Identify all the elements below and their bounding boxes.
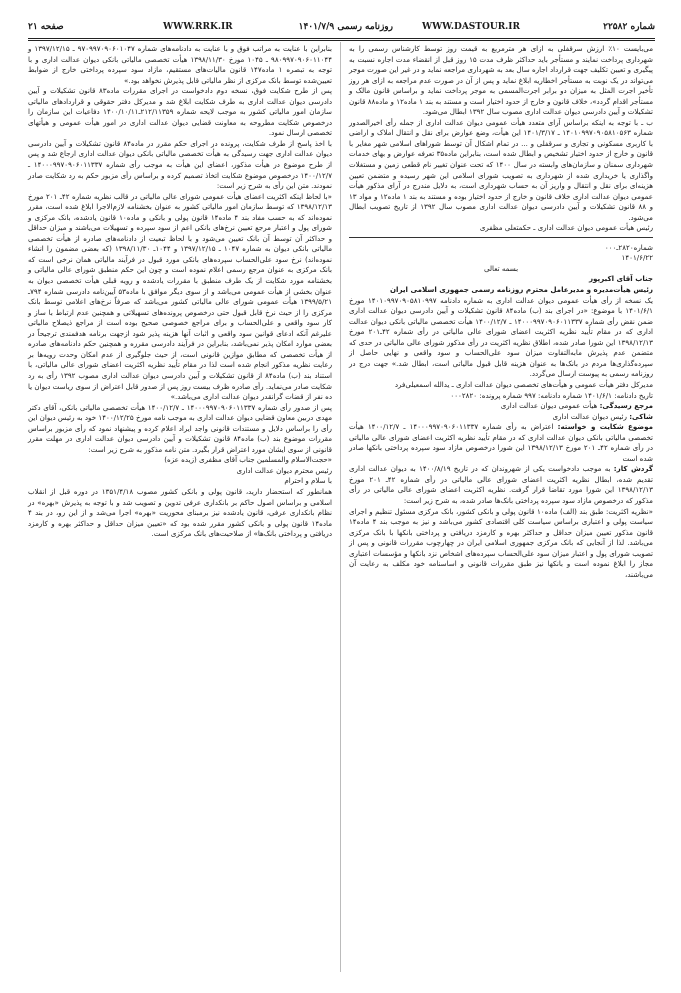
right-column: [349, 44, 653, 580]
letter-body: یک نسخه از رأی هیأت عمومی دیوان عدالت اداری به شماره دادنامه ۱۴۰۱۰۹۹۷۰۹۰۵۸۱۰۹۹۷ مورخ ۱۴۰۱/۶/۱ با موضوع: «در اجرای بند (ب) ماده۸۴ قانون تشکیلات و آیین دادرسی دیوان عدالت اداری ضمن نقض رأی شماره ۱۴۰۰۰۹۹۷۰۹۰۶۰۱۱۳۳۷ ـ ۱۴۰۰/۱۲/۷ هیأت تخصصی مالیاتی بانکی دیوان عدالت اداری که در مقام تأیید نظریه اکثریت اعضای شورای عالی مالیاتی در رأی شماره ۴۲ـ۲۰۱ مورخ ۱۳۹۸/۱۲/۱۳ این شورا صادر شده، اطلاق نظریه اکثریت در رأی مذکور شورای عالی مالیاتی در حدی که متضمن عدم پذیرش مابه‌التفاوت میزان سود علی‌الحساب و سود واقعی و نهایی حاصل از سپرده‌گذاری‌ها مردم در بانک‌ها به عنوان هزینه قابل قبول مالیاتی است، ابطال شد.» جهت درج در روزنامه رسمی به پیوست ارسال می‌گردد.: [349, 295, 653, 379]
letter-date: ۱۴۰۱/۶/۲۲: [621, 253, 653, 263]
addressee-title: رئیس هیأت‌مدیره و مدیرعامل محترم روزنامه رسمی جمهوری اسلامی ایران: [389, 285, 653, 295]
letter-recipient: رئیس محترم دیوان عدالت اداری: [236, 465, 332, 475]
subject-label: موضوع شکایت و خواسته:: [557, 422, 653, 432]
subject-value: اعتراض به رأی شماره ۱۴۰۰۰۹۹۷۰۹۰۶۰۱۱۳۳۷ ـ ۱۴۰۰/۱۲/۷ هیأت تخصصی مالیاتی بانکی دیوان عدالت اداری که در مقام تأیید نظریه اکثریت اعضای شورای عالی مالیاتی در رأی شماره ۴۲ـ ۲۰۱ مورخ ۱۳۹۸/۱۲/۱۳ این شورا درخصوص مازاد سود سپرده پرداختی بانکها صادر شده است: [349, 422, 653, 463]
letter-greeting: با سلام و احترام: [284, 476, 332, 486]
column-divider: [340, 42, 341, 972]
left-column: [28, 44, 332, 540]
section-separator: [349, 237, 653, 238]
complainant-label: شاکی:: [629, 411, 653, 421]
paragraph: بنابراین با عنایت به مراتب فوق و با عنایت به دادنامه‌های شماره ۹۷۰۹۹۷۰۹۰۶۰۱۰۴۷ ـ ۱۳۹۷/۱۲/۱۵ و ۹۸۰۹۹۷۰۹۰۶۰۱۱۰۴۴ ـ ۱۰۴۵ مورخ ۱۳۹۸/۱۱/۳۰ هیأت تخصصی مالیاتی بانکی دیوان عدالت اداری و با توجه به تبصره ۱ ماده۱۴۷ قانون مالیات‌های مستقیم، مازاد سود سپرده پرداختی خارج از ضوابط تعیین‌شده توسط بانک مرکزی از نظر مالیاتی قابل پذیرش نخواهد بود.»: [28, 44, 333, 85]
letter-salutation: «حجت‌الاسلام والمسلمین جناب آقای مظفری (زیده عزه): [164, 455, 332, 465]
issue-number: شماره ۲۲۵۸۲: [603, 22, 655, 32]
paragraph: پس از صدور رأی شماره ۱۴۰۰۰۹۹۷۰۹۰۶۰۱۱۳۳۷ ـ ۱۴۰۰/۱۲/۷ هیأت تخصصی مالیاتی بانکی، آقای دکتر مهدی دربین معاون قضایی دیوان عدالت اداری به موجب نامه مورخ ۱۴۰۰/۱۲/۲۵ خود به رئیس دیوان این رأی را براساس دلایل و مستندات قانونی واجد ایراد اعلام کرده و پیشنهاد نمود که رأی مزبور براساس مقررات موضوع بند (ب) ماده۸۴ قانون تشکیلات و آیین دادرسی دیوان عدالت اداری در مهلت مقرر قانونی از سوی ایشان مورد اعتراض قرار بگیرد. متن نامه مذکور به شرح زیر است:: [28, 402, 332, 454]
ruling-course: [349, 464, 653, 506]
site-rrk[interactable]: WWW.RRK.IR: [163, 22, 233, 32]
ruling-reference: [349, 401, 653, 412]
basmala: بسمه تعالی: [483, 263, 519, 273]
letter-number: شماره۲۸۲۰ـ۰۰۰: [604, 242, 653, 252]
ruling-complainant: [349, 412, 653, 423]
course-value: به موجب دادخواست یکی از شهروندان که در تاریخ ۱۴۰۰/۸/۱۹ به دیوان عدالت اداری تقدیم شده، ابطال نظریه اکثریت اعضای شورای عالی مالیاتی در رأی شماره ۴۲ـ ۲۰۱ مورخ ۱۳۹۸/۱۲/۱۳ این شورا مورد تقاضا قرار گرفت. نظریه اکثریت اعضای شورای عالی مالیاتی در رأی مذکور که درخصوص مازاد سود سپرده پرداختی بانک‌ها صادر شده، به شرح زیر است:: [349, 464, 653, 505]
paragraph: با اخذ پاسخ از طرف شکایت، پرونده در اجرای حکم مقرر در ماده۸۴ قانون تشکیلات و آیین دادرسی دیوان عدالت اداری جهت رسیدگی به هیأت تخصصی مالیاتی بانکی دیوان عدالت اداری ارجاع شد و پس از طرح موضوع در هیأت مذکور، اعضای این هیأت به موجب رأی شماره ۱۴۰۰۰۹۹۷۰۹۰۶۰۱۱۳۳۷ ـ ۱۴۰۰/۱۲/۷ درخصوص موضوع شکایت اتخاذ تصمیم کرده و براساس رأی مزبور حکم به رد شکایت صادر نمودند. متن این رأی به شرح زیر است:: [28, 138, 332, 191]
site-dastour[interactable]: WWW.DASTOUR.IR: [421, 22, 520, 32]
paragraph: همانطور که استحضار دارید، قانون پولی و بانکی کشور مصوب ۱۳۵۱/۴/۱۸ در دوره قبل از انقلاب اسلامی و براساس اصول حاکم بر بانکداری عرفی تدوین و تصویب شد و با توجه به پذیرش «بهره» در نظام بانکداری عرفی، قانون یادشده نیز برمبنای محوریت «بهره» اجرا می‌شد و از این رو، در بند ۴ ماده۱۴ قانون پولی و بانکی کشور مقرر شده بود که «تعیین میزان حداقل و حداکثر بهره و کارمزد دریافتی و پرداختی بانک‌ها» از صلاحیت‌های بانک مرکزی است.: [28, 486, 332, 539]
page-header: [28, 22, 655, 36]
journal-date: روزنامه رسمی ۱۴۰۱/۷/۹: [298, 22, 393, 32]
header-rule: [28, 38, 655, 39]
ruling-meta: تاریخ دادنامه: ۱۴۰۱/۶/۱ شماره دادنامه: ۹۹۷ شماره پرونده: ۰۰۰۲۸۲۰: [450, 390, 653, 400]
paragraph: می‌بایست ۱۰٪ ارزش سرقفلی به ازای هر مترمربع به قیمت روز توسط کارشناس رسمی را به شهرداری پرداخت نمایند و مستأجر باید حداکثر ظرف مدت ۱۵ روز قبل از انقضاء مدت اجاره نسبت به پیگیری و تعیین تکلیف جهت قرارداد اجاره سال بعد به شهرداری مراجعه نماید و در غیر این صورت موجر می‌تواند در یک نوبت به مستأجر اخطاریه ابلاغ نماید و پس از آن در صورت عدم مراجعه به ازای هر روز تأخیر اجرت المثل به میزان دو برابر اجرت‌المسمی به موجر پرداخت نماید و براساس قانون مالک و مستأجر اقدام گردد»، خلاف قانون و خارج از حدود اختیار است و مستند به بند ۱ ماده۱۲ و ماده۸۸ قانون تشکیلات و آیین دادرسی دیوان عدالت اداری مصوب سال ۱۳۹۲ ابطال می‌شود.: [349, 44, 654, 117]
addressee: جناب آقای اکبرپور: [588, 274, 653, 284]
reference-value: هیأت عمومی دیوان عدالت اداری: [500, 401, 598, 411]
header-rule-thin: [28, 40, 655, 41]
page-number: صفحه ۲۱: [28, 22, 64, 32]
complainant-value: رئیس دیوان عدالت اداری: [552, 411, 627, 421]
letter-signature: مدیرکل دفتر هیأت عمومی و هیأت‌های تخصصی دیوان عدالت اداری ـ یدالله اسمعیلی‌فرد: [394, 379, 653, 389]
course-label: گردش کار:: [613, 464, 653, 474]
paragraph: پس از طرح شکایت فوق، نسخه دوم دادخواست در اجرای مقررات ماده۸۳ قانون تشکیلات و آیین دادرسی دیوان عدالت اداری به طرف شکایت ابلاغ شد و مدیرکل دفتر حقوقی و قراردادهای مالیاتی سازمان امور مالیاتی کشور به موجب لایحه شماره ۲۱۲/۱۱۳۵۹ـ۱۴۰۰/۱۰/۱۱ دفاعیات این سازمان را درخصوص شکایت مطروحه به معاونت قضایی دیوان عدالت اداری در امور هیأت عمومی و هیأتهای تخصصی ارسال نمود.: [28, 86, 332, 138]
reference-label: مرجع رسیدگی:: [599, 401, 653, 411]
ruling-subject: [349, 422, 653, 464]
signature-line: رئیس هیأت عمومی دیوان عدالت اداری ـ حکمتعلی مظفری: [479, 223, 653, 233]
quoted-opinion: «نظریه اکثریت: طبق بند (الف) ماده۱۰ قانون پولی و بانکی کشور، بانک مرکزی مسئول تنظیم و اجرای سیاست پولی و اعتباری براساس سیاست کلی اقتصادی کشور می‌باشد و نیز به موجب بند ۴ ماده۱۴ قانون مذکور تعیین میزان حداقل و حداکثر بهره و کارمزد دریافتی و پرداختی بانکها با بانک مرکزی می‌باشد. لذا از آنجایی که بانک مرکزی جمهوری اسلامی ایران در چهارچوب مقررات قانونی و پس از تصویب شورای پول و اعتبار میزان سود علی‌الحساب سپرده‌های اشخاص نزد بانکها و مؤسسات اعتباری مجاز را ابلاغ نموده است و بانکها نیز طبق مقررات قانونی و اساسنامه خود مکلف به رعایت آن می‌باشند،: [349, 506, 654, 579]
quoted-ruling: «با لحاظ اینکه اکثریت اعضای هیأت عمومی شورای عالی مالیاتی در قالب نظریه شماره ۴۲ـ ۲۰۱ مورخ ۱۳۹۸/۱۲/۱۳ که توسط سازمان امور مالیاتی کشور به عنوان بخشنامه لازم‌الاجرا ابلاغ شده است، مقرر نموده‌اند که به حسب مفاد بند ۴ ماده۱۴ قانون پولی و بانکی و ماده۱۰ قانون یادشده، بانک مرکزی و شورای پول و اعتبار مرجع تعیین نرخ‌های بانکی اعم از سود سپرده و تسهیلات می‌باشند و میزان حداقل و حداکثر آن توسط آن بانک تعیین می‌شود و با لحاظ تبعیت از دادنامه‌های صادره از هیأت تخصصی مالیاتی بانکی دیوان به شماره ۱۰۴۷ ـ ۱۳۹۷/۱۲/۱۵ و ۱۰۴۴ـ ۱۳۹۸/۱۱/۳۰ (که بعضی مضمون را انشاء نموده‌اند) نرخ سود علی‌الحساب سپرده‌های بانکی مورد قبول در فرآیند مالیاتی همان نرخی است که بانک مرکزی به عنوان مرجع رسمی اعلام نموده است و چون این حکم منطبق شورای عالی مالیاتی و بخشنامه مورد شکایت از یک طرف منطبق با مقررات یادشده و رویه قبلی هیأت تخصصی دیوان به عنوان بخشی از هیأت عمومی می‌باشد و از سوی دیگر موافق با ماده۵۳ آیین‌نامه دادرسی شماره ۷۹۴ـ ۱۳۹۹/۵/۲۱ هیأت عمومی شورای عالی مالیاتی کشور می‌باشد که صرفاً نرخ‌های اعلامی توسط بانک مرکزی را از حیث نرخ قابل قبول حتی درخصوص پرونده‌های تسهیلاتی و همچنین عدم ارتباط با ساز و کار سود واقعی و علی‌الحساب و برای مراجع خصوصی صحیح بوده است از مراجع ذیصلاح مالیاتی علیرغم آنکه ادعای قوانین سود واقعی و اثبات آنها هزینه پذیر شود ازجهت برنامه هدفمندی ترجیحاً در بعضی موارد امکان پذیر نمی‌باشد، بنابراین در فرآیند دادرسی مقرره و همچنین حکم دادنامه‌های صادره از هیأت تخصصی که مطابق موازین قانونی است، از حیث جلوگیری از عدم امکان وحدت رویه‌ها بر رعایت نظریه مذکور انجام شده است لذا در مقام تأیید نظریه اکثریت اعضای شورای عالی مالیاتی، با استناد بند (ب) ماده۸۴ از قانون تشکیلات و آیین دادرسی دیوان عدالت اداری مصوب ۱۳۹۲ رأی به رد شکایت صادر می‌نماید. رأی صادره ظرف بیست روز پس از صدور قابل اعتراض از سوی ریاست دیوان یا ده نفر از قضات گرانقدر دیوان عدالت اداری می‌باشد.»: [28, 191, 333, 402]
paragraph: ب ـ با توجه به اینکه براساس آرای متعدد هیأت عمومی دیوان عدالت اداری از جمله رأی اخیرالصدور شماره ۱۴۰۱۰۹۹۷۰۹۰۵۸۱۰۵۶۳ ـ ۱۴۰۱/۳/۱۷ این هیأت، وضع عوارض برای نقل و انتقال املاک و اراضی با کاربری مسکونی و تجاری و سرقفلی و ... در تمام اشکال آن توسط شوراهای اسلامی شهر مغایر با قانون و خارج از حدود اختیار تشخیص و ابطال شده است، بنابراین ماده۳۵ تعرفه عوارض و بهای خدمات شهرداری سمنان و سازمان‌های وابسته در سال ۱۴۰۰ که تحت عنوان تغییر نام قطعی زمین و مستغلات واگذاری یا خریداری شده از شهرداری به تصویب شورای اسلامی این شهر رسیده و متضمن تعیین هزینه‌ای برای نقل و انتقال و واریز آن به حساب شهرداری است، به دلایل مندرج در آرای مذکور هیأت عمومی دیوان عدالت اداری خلاف قانون و خارج از حدود اختیار بوده و مستند به بند ۱ ماده۱۲ و مواد ۱۳ و ۸۸ قانون تشکیلات و آیین دادرسی دیوان عدالت اداری مصوب سال ۱۳۹۲ از تاریخ تصویب ابطال می‌شود.: [349, 117, 654, 222]
